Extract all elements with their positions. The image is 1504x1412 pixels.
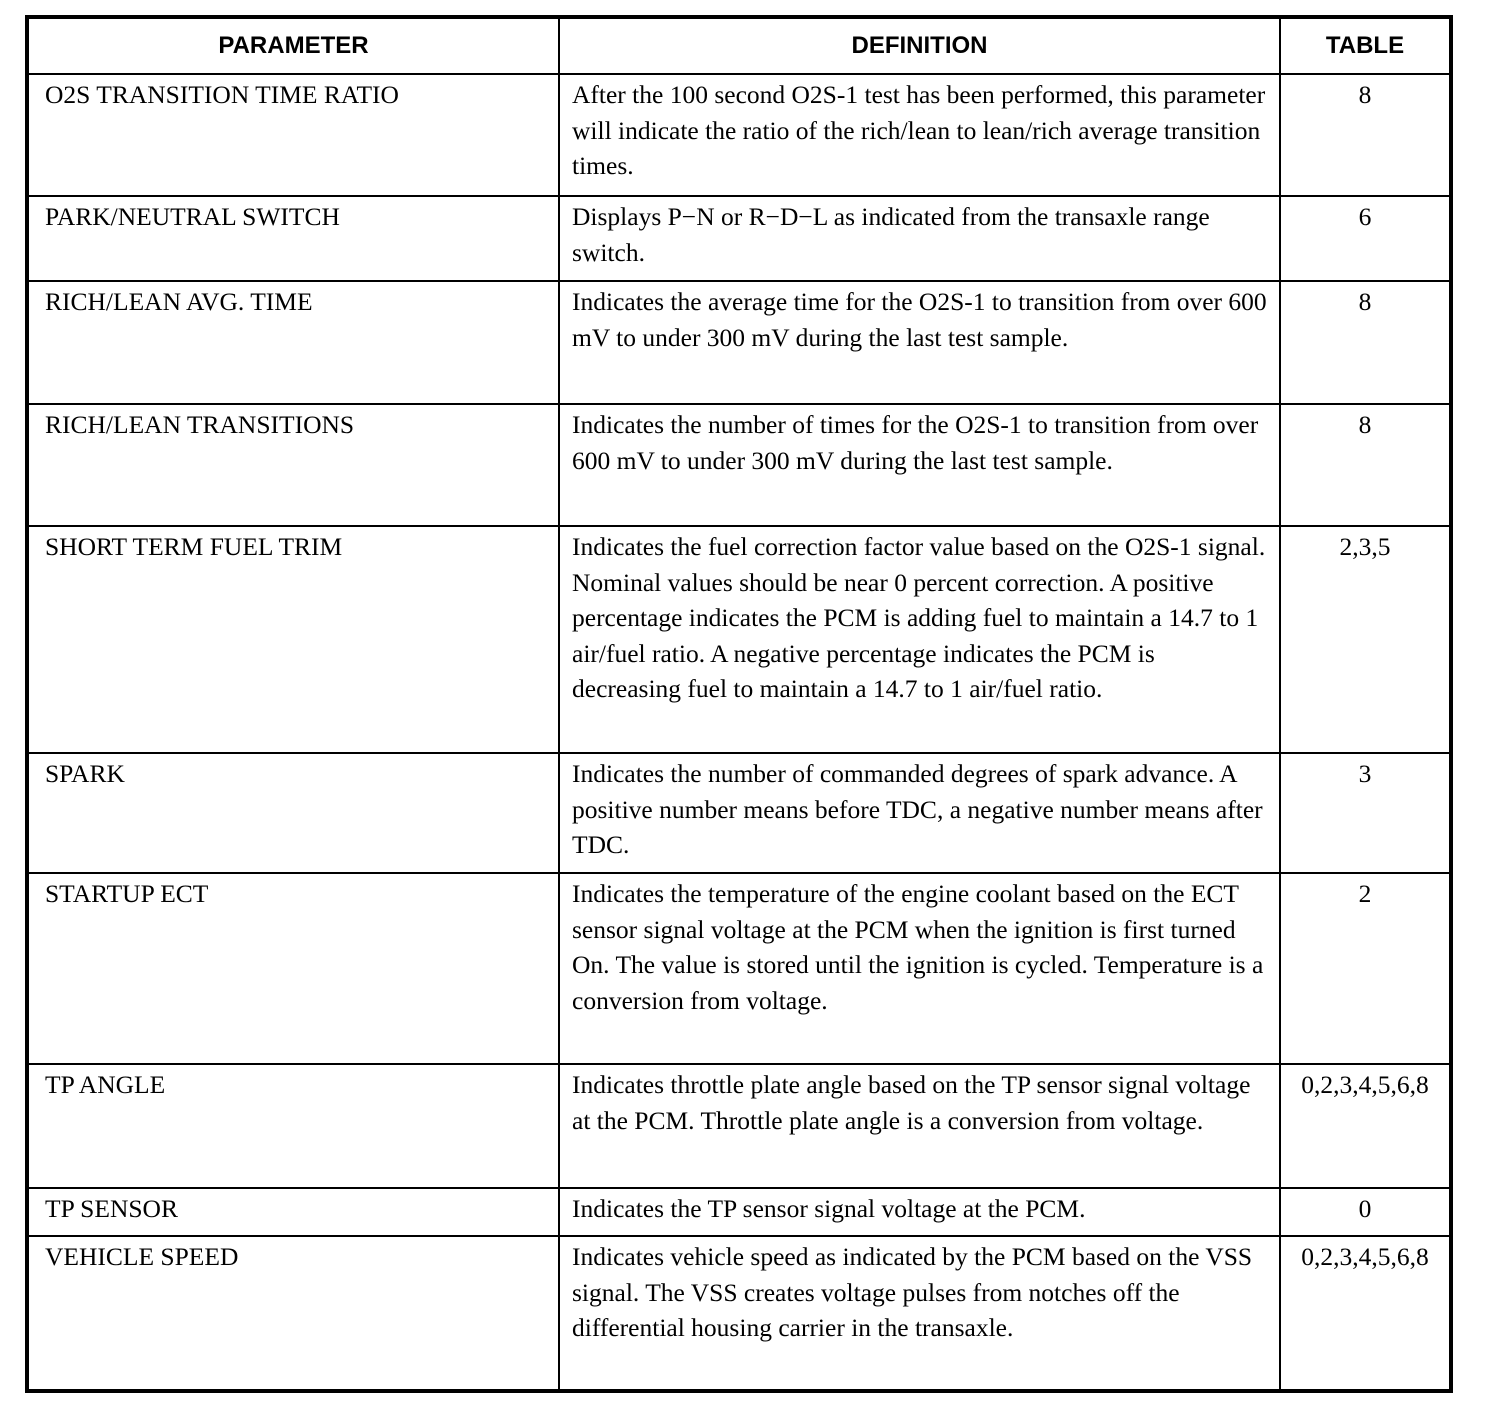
definition-cell: Displays P−N or R−D−L as indicated from the transaxle range switch. [559, 196, 1280, 281]
table-row [27, 526, 1451, 753]
header-definition: DEFINITION [559, 17, 1280, 74]
definition-cell: Indicates the TP sensor signal voltage at the PCM. [559, 1188, 1280, 1236]
table-row [27, 74, 1451, 196]
definition-cell: After the 100 second O2S-1 test has been performed, this parameter will indicate the ratio of the rich/lean to lean/rich average transition times. [559, 74, 1280, 196]
table-cell: 0,2,3,4,5,6,8 [1280, 1064, 1451, 1188]
parameter-cell: RICH/LEAN TRANSITIONS [27, 404, 559, 526]
table-row [27, 753, 1451, 873]
table-row [27, 1236, 1451, 1391]
table-row [27, 1064, 1451, 1188]
parameter-cell: PARK/NEUTRAL SWITCH [27, 196, 559, 281]
header-row [27, 17, 1451, 74]
header-parameter: PARAMETER [27, 17, 559, 74]
table-cell: 2 [1280, 873, 1451, 1064]
table-row [27, 404, 1451, 526]
table-cell: 0 [1280, 1188, 1451, 1236]
table-cell: 3 [1280, 753, 1451, 873]
table-row [27, 196, 1451, 281]
parameter-cell: VEHICLE SPEED [27, 1236, 559, 1391]
definition-cell: Indicates the number of times for the O2S-1 to transition from over 600 mV to under 300 mV during the last test sample. [559, 404, 1280, 526]
parameter-cell: TP ANGLE [27, 1064, 559, 1188]
definition-cell: Indicates the temperature of the engine coolant based on the ECT sensor signal voltage at the PCM when the ignition is first turned On. The value is stored until the ignition is cycled. Temperature is a conversion from voltage. [559, 873, 1280, 1064]
parameter-definition-table [25, 15, 1453, 1393]
parameter-cell: STARTUP ECT [27, 873, 559, 1064]
table-cell: 8 [1280, 281, 1451, 404]
table-row [27, 281, 1451, 404]
table-cell: 6 [1280, 196, 1451, 281]
header-table: TABLE [1280, 17, 1451, 74]
definition-cell: Indicates the average time for the O2S-1 to transition from over 600 mV to under 300 mV during the last test sample. [559, 281, 1280, 404]
table-cell: 0,2,3,4,5,6,8 [1280, 1236, 1451, 1391]
table-row [27, 1188, 1451, 1236]
definition-cell: Indicates the number of commanded degrees of spark advance. A positive number means before TDC, a negative number means after TDC. [559, 753, 1280, 873]
table-cell: 2,3,5 [1280, 526, 1451, 753]
table-cell: 8 [1280, 404, 1451, 526]
parameter-cell: O2S TRANSITION TIME RATIO [27, 74, 559, 196]
table-row [27, 873, 1451, 1064]
parameter-cell: SHORT TERM FUEL TRIM [27, 526, 559, 753]
table-cell: 8 [1280, 74, 1451, 196]
parameter-cell: SPARK [27, 753, 559, 873]
parameter-cell: RICH/LEAN AVG. TIME [27, 281, 559, 404]
definition-cell: Indicates vehicle speed as indicated by the PCM based on the VSS signal. The VSS creates voltage pulses from notches off the differential housing carrier in the transaxle. [559, 1236, 1280, 1391]
parameter-cell: TP SENSOR [27, 1188, 559, 1236]
definition-cell: Indicates throttle plate angle based on the TP sensor signal voltage at the PCM. Throttle plate angle is a conversion from voltage. [559, 1064, 1280, 1188]
definition-cell: Indicates the fuel correction factor value based on the O2S-1 signal. Nominal values should be near 0 percent correction. A positive percentage indicates the PCM is adding fuel to maintain a 14.7 to 1 air/fuel ratio. A negative percentage indicates the PCM is decreasing fuel to maintain a 14.7 to 1 air/fuel ratio. [559, 526, 1280, 753]
